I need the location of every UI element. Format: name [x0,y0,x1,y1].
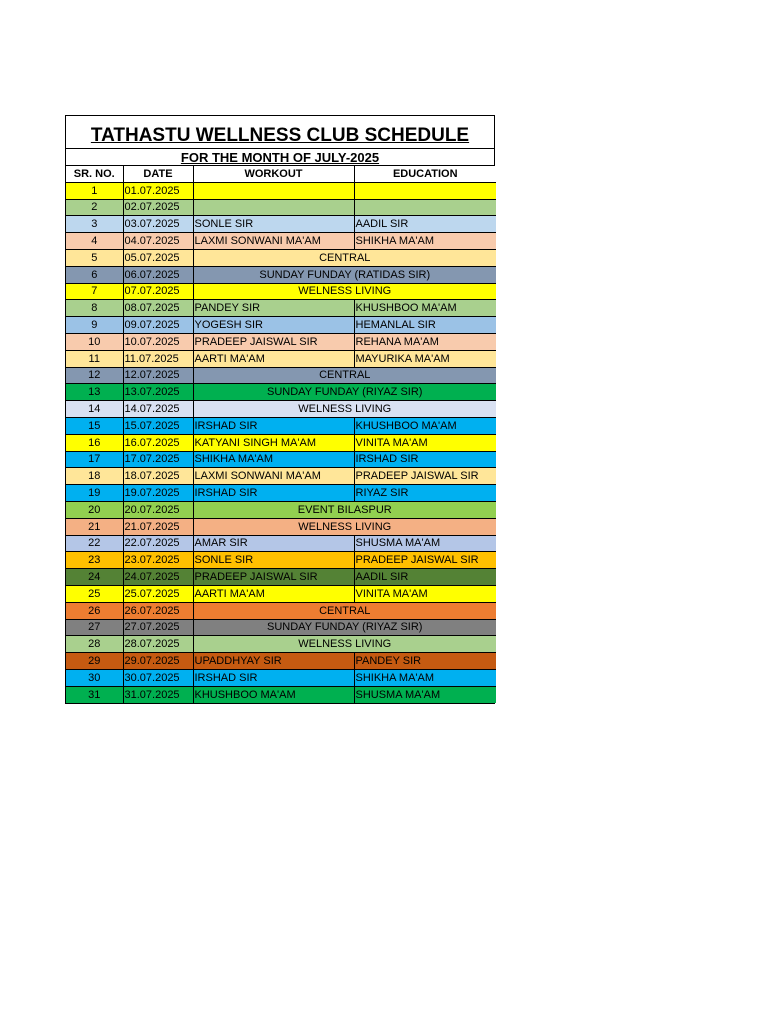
workout-cell: AMAR SIR [193,535,354,552]
education-cell: KHUSHBOO MA'AM [354,300,496,317]
workout-cell: SONLE SIR [193,216,354,233]
date-cell: 25.07.2025 [123,585,193,602]
table-row [66,468,496,485]
workout-cell: IRSHAD SIR [193,417,354,434]
education-cell [354,182,496,199]
table-row [66,669,496,686]
merged-activity-cell: WELNESS LIVING [193,518,496,535]
date-cell: 14.07.2025 [123,401,193,418]
sr-no-cell: 7 [66,283,123,300]
date-cell: 02.07.2025 [123,199,193,216]
sr-no-cell: 14 [66,401,123,418]
sr-no-cell: 27 [66,619,123,636]
date-cell: 21.07.2025 [123,518,193,535]
workout-cell: KATYANI SINGH MA'AM [193,434,354,451]
merged-activity-cell: WELNESS LIVING [193,283,496,300]
table-row [66,216,496,233]
education-cell: KHUSHBOO MA'AM [354,417,496,434]
workout-cell: UPADDHYAY SIR [193,653,354,670]
education-cell: VINITA MA'AM [354,585,496,602]
schedule-table [66,166,496,703]
workout-cell: SONLE SIR [193,552,354,569]
date-cell: 24.07.2025 [123,569,193,586]
table-row [66,434,496,451]
date-cell: 01.07.2025 [123,182,193,199]
date-cell: 30.07.2025 [123,669,193,686]
header-row [66,166,496,182]
sr-no-cell: 31 [66,686,123,702]
education-cell: VINITA MA'AM [354,434,496,451]
schedule-title: TATHASTU WELLNESS CLUB SCHEDULE [90,125,470,146]
table-row [66,636,496,653]
date-cell: 18.07.2025 [123,468,193,485]
date-cell: 06.07.2025 [123,266,193,283]
sr-no-cell: 12 [66,367,123,384]
sr-no-cell: 23 [66,552,123,569]
table-row [66,569,496,586]
table-row [66,686,496,702]
sr-no-cell: 18 [66,468,123,485]
table-row [66,451,496,468]
education-cell: SHIKHA MA'AM [354,233,496,250]
workout-cell [193,182,354,199]
header-workout: WORKOUT [193,166,354,182]
table-row [66,602,496,619]
education-cell [354,199,496,216]
sr-no-cell: 28 [66,636,123,653]
workout-cell: IRSHAD SIR [193,485,354,502]
merged-activity-cell: SUNDAY FUNDAY (RATIDAS SIR) [193,266,496,283]
merged-activity-cell: SUNDAY FUNDAY (RIYAZ SIR) [193,619,496,636]
sr-no-cell: 3 [66,216,123,233]
workout-cell: LAXMI SONWANI MA'AM [193,468,354,485]
table-row [66,518,496,535]
date-cell: 05.07.2025 [123,249,193,266]
education-cell: SHIKHA MA'AM [354,669,496,686]
sr-no-cell: 9 [66,317,123,334]
date-cell: 12.07.2025 [123,367,193,384]
sr-no-cell: 20 [66,501,123,518]
date-cell: 22.07.2025 [123,535,193,552]
education-cell: RIYAZ SIR [354,485,496,502]
table-row [66,317,496,334]
merged-activity-cell: CENTRAL [193,602,496,619]
date-cell: 31.07.2025 [123,686,193,702]
date-cell: 29.07.2025 [123,653,193,670]
sr-no-cell: 2 [66,199,123,216]
table-row [66,585,496,602]
sr-no-cell: 21 [66,518,123,535]
date-cell: 16.07.2025 [123,434,193,451]
table-row [66,182,496,199]
sr-no-cell: 26 [66,602,123,619]
sr-no-cell: 1 [66,182,123,199]
table-row [66,485,496,502]
workout-cell: AARTI MA'AM [193,585,354,602]
workout-cell: SHIKHA MA'AM [193,451,354,468]
sr-no-cell: 4 [66,233,123,250]
sr-no-cell: 11 [66,350,123,367]
date-cell: 07.07.2025 [123,283,193,300]
header-sr-no: SR. NO. [66,166,123,182]
table-row [66,233,496,250]
table-row [66,535,496,552]
education-cell: AADIL SIR [354,216,496,233]
education-cell: SHUSMA MA'AM [354,535,496,552]
table-row [66,300,496,317]
sr-no-cell: 25 [66,585,123,602]
date-cell: 23.07.2025 [123,552,193,569]
table-row [66,619,496,636]
date-cell: 15.07.2025 [123,417,193,434]
table-row [66,266,496,283]
sr-no-cell: 13 [66,384,123,401]
schedule-subtitle: FOR THE MONTH OF JULY-2025 [180,150,380,165]
sr-no-cell: 30 [66,669,123,686]
sr-no-cell: 10 [66,333,123,350]
header-education: EDUCATION [354,166,496,182]
merged-activity-cell: CENTRAL [193,367,496,384]
sr-no-cell: 29 [66,653,123,670]
merged-activity-cell: WELNESS LIVING [193,401,496,418]
table-row [66,384,496,401]
date-cell: 20.07.2025 [123,501,193,518]
date-cell: 04.07.2025 [123,233,193,250]
sr-no-cell: 15 [66,417,123,434]
workout-cell: KHUSHBOO MA'AM [193,686,354,702]
education-cell: SHUSMA MA'AM [354,686,496,702]
sr-no-cell: 5 [66,249,123,266]
workout-cell: IRSHAD SIR [193,669,354,686]
merged-activity-cell: EVENT BILASPUR [193,501,496,518]
sr-no-cell: 24 [66,569,123,586]
schedule-sheet [65,115,495,704]
sr-no-cell: 22 [66,535,123,552]
date-cell: 28.07.2025 [123,636,193,653]
merged-activity-cell: WELNESS LIVING [193,636,496,653]
education-cell: HEMANLAL SIR [354,317,496,334]
workout-cell: AARTI MA'AM [193,350,354,367]
date-cell: 08.07.2025 [123,300,193,317]
table-row [66,417,496,434]
date-cell: 17.07.2025 [123,451,193,468]
date-cell: 03.07.2025 [123,216,193,233]
date-cell: 09.07.2025 [123,317,193,334]
merged-activity-cell: CENTRAL [193,249,496,266]
education-cell: MAYURIKA MA'AM [354,350,496,367]
workout-cell: LAXMI SONWANI MA'AM [193,233,354,250]
schedule-title-cell [66,116,494,149]
education-cell: IRSHAD SIR [354,451,496,468]
sr-no-cell: 19 [66,485,123,502]
header-date: DATE [123,166,193,182]
table-row [66,350,496,367]
workout-cell: YOGESH SIR [193,317,354,334]
workout-cell: PRADEEP JAISWAL SIR [193,333,354,350]
schedule-body [66,182,496,702]
table-row [66,552,496,569]
schedule-subtitle-cell [66,149,494,166]
merged-activity-cell: SUNDAY FUNDAY (RIYAZ SIR) [193,384,496,401]
date-cell: 27.07.2025 [123,619,193,636]
table-row [66,283,496,300]
education-cell: REHANA MA'AM [354,333,496,350]
table-row [66,401,496,418]
date-cell: 13.07.2025 [123,384,193,401]
table-row [66,653,496,670]
table-row [66,333,496,350]
education-cell: PANDEY SIR [354,653,496,670]
sr-no-cell: 6 [66,266,123,283]
date-cell: 26.07.2025 [123,602,193,619]
education-cell: AADIL SIR [354,569,496,586]
sr-no-cell: 8 [66,300,123,317]
workout-cell: PRADEEP JAISWAL SIR [193,569,354,586]
workout-cell: PANDEY SIR [193,300,354,317]
education-cell: PRADEEP JAISWAL SIR [354,552,496,569]
sr-no-cell: 17 [66,451,123,468]
table-row [66,367,496,384]
table-row [66,249,496,266]
sr-no-cell: 16 [66,434,123,451]
date-cell: 10.07.2025 [123,333,193,350]
table-row [66,199,496,216]
education-cell: PRADEEP JAISWAL SIR [354,468,496,485]
date-cell: 19.07.2025 [123,485,193,502]
table-row [66,501,496,518]
date-cell: 11.07.2025 [123,350,193,367]
workout-cell [193,199,354,216]
